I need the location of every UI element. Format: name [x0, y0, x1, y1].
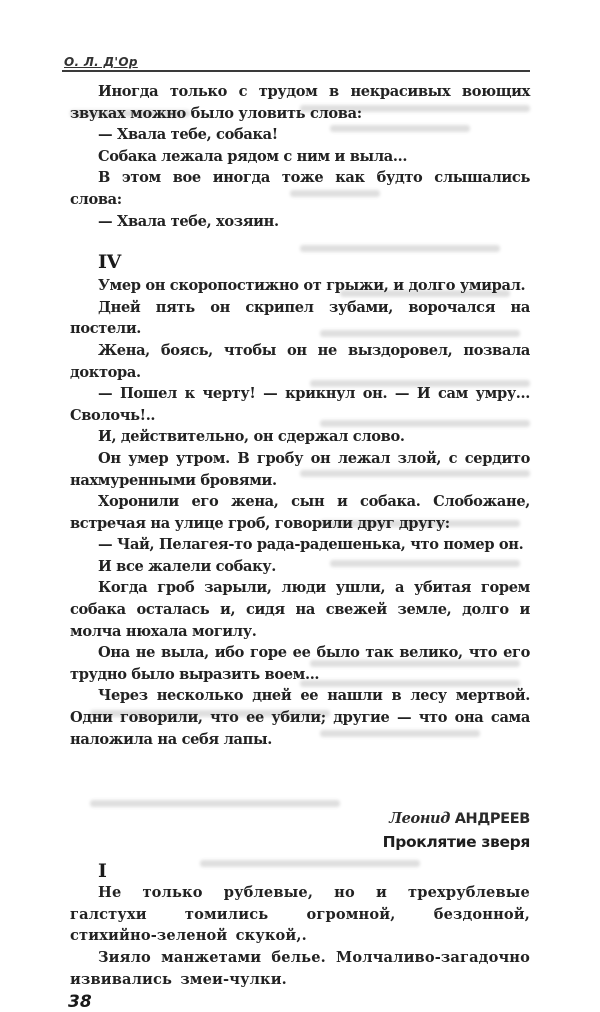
running-head-author: О. Л. Д'Ор [64, 55, 138, 69]
section-number-iv: IV [98, 251, 121, 274]
story-one-section-iv [70, 275, 530, 750]
paragraph: Зияло манжетами белье. Молчаливо-загадочно извивались змеи-чулки. [70, 949, 530, 988]
story-title: Проклятие зверя [382, 833, 530, 852]
paragraph: И все жалели собаку. [98, 557, 276, 575]
paragraph: — Хвала тебе, собака! [98, 126, 278, 144]
paragraph: Дней пять он скрипел зубами, ворочался на постели. [70, 298, 530, 338]
paragraph: Он умер утром. В гробу он лежал злой, с сердито нахмуренными бровями. [70, 449, 530, 489]
paragraph: Когда гроб зарыли, люди ушли, а убитая горем собака осталась и, сидя на свежей земле, долго и молча нюхала могилу. [70, 579, 530, 640]
paragraph: В этом вое иногда тоже как будто слышались слова: [70, 169, 530, 208]
paragraph: — Чай, Пелагея-то рада-радешенька, что помер он. [98, 536, 524, 554]
paragraph: Жена, боясь, чтобы он не выздоровел, позвала доктора. [70, 341, 530, 381]
paragraph: И, действительно, он сдержал слово. [98, 428, 405, 446]
paragraph: — Хвала тебе, хозяин. [98, 212, 279, 230]
paragraph: Хоронили его жена, сын и собака. Слобожане, встречая на улице гроб, говорили друг другу: [70, 493, 530, 532]
author-last-name: АНДРЕЕВ [454, 811, 530, 828]
paragraph: Через несколько дней ее нашли в лесу мертвой. Одни говорили, что ее убили; другие — что она сама наложила на себя лапы. [70, 687, 530, 748]
running-head [62, 48, 530, 72]
story-one-intro [70, 81, 530, 232]
page-number: 38 [68, 992, 92, 1012]
story-two-byline [70, 808, 530, 830]
story-two-section-i [70, 882, 530, 990]
paragraph: Умер он скоропостижно от грыжи, и долго умирал. [98, 277, 526, 295]
page-body [62, 81, 530, 990]
book-page [62, 48, 530, 1012]
paragraph: Иногда только с трудом в некрасивых воющих звуках можно было уловить слова: [70, 83, 530, 122]
paragraph: Не только рублевые, но и трехрублевые галстухи томились огромной, бездонной, стихийно-зеленой скукой,. [70, 884, 530, 945]
paragraph: Собака лежала рядом с ним и выла... [98, 147, 408, 165]
paragraph: Она не выла, ибо горе ее было так велико, что его трудно было выразить воем... [70, 644, 530, 683]
author-first-name: Леонид [389, 810, 450, 828]
section-number-i: I [98, 860, 107, 883]
paragraph: — Пошел к черту! — крикнул он. — И сам умру... Сволочь!.. [70, 385, 530, 424]
